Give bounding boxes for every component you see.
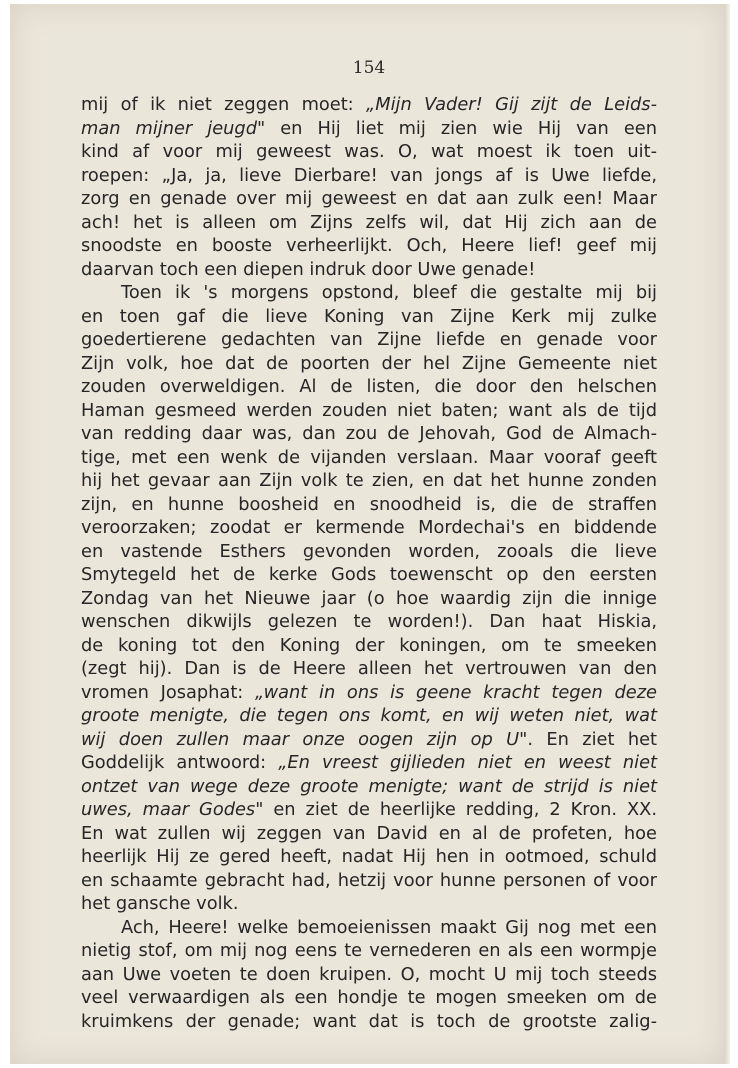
text-segment: van redding daar was, dan zou de Jehovah, God de Almach-	[81, 423, 657, 444]
italic-text: man mijner jeugd	[81, 117, 258, 139]
text-segment: En wat zullen wij zeggen van David en al de profeten, hoe	[81, 822, 657, 844]
text-segment: roepen: „Ja, ja, lieve Dierbare! van jongs af is Uwe liefde,	[81, 164, 657, 186]
text-segment: nietig stof, om mij nog eens te vernederen en als een wormpje	[81, 940, 657, 961]
text-line	[81, 822, 657, 846]
text-line	[81, 916, 657, 940]
italic-text: „Mijn Vader! Gij zijt de Leids-	[366, 94, 657, 115]
text-line	[81, 493, 657, 517]
text-line	[81, 845, 657, 869]
text-segment: heerlijk Hij ze gered heeft, nadat Hij hen in ootmoed, schuld	[81, 846, 657, 867]
text-segment: Smytegeld het de kerke Gods toewenscht op den eersten	[81, 564, 657, 585]
text-line	[81, 587, 657, 611]
text-segment: snoodste en booste verheerlijkt. Och, Heere lief! geef mij	[81, 235, 657, 256]
text-line	[81, 281, 657, 305]
italic-text: uwes, maar Godes"	[81, 799, 264, 820]
italic-text: wij doen zullen maar onze oogen zijn op U"	[81, 728, 528, 750]
text-segment: aan Uwe voeten te doen kruipen. O, mocht U mij toch steeds	[81, 963, 657, 985]
text-line	[81, 258, 657, 282]
text-line	[81, 610, 657, 634]
text-segment: Goddelijk antwoord:	[81, 752, 279, 773]
text-line	[81, 657, 657, 681]
text-segment: en ziet de heerlijke redding, 2 Kron. XX.	[263, 799, 657, 820]
body-text	[81, 93, 657, 1033]
text-line	[81, 422, 657, 446]
text-segment: veel verwaardigen als een hondje te mogen smeeken om de	[81, 987, 657, 1008]
text-line	[81, 634, 657, 658]
text-line	[81, 469, 657, 493]
page-number: 154	[352, 58, 386, 78]
text-segment: en vastende Esthers gevonden worden, zooals die lieve	[81, 540, 657, 562]
text-line	[81, 305, 657, 329]
text-line	[81, 328, 657, 352]
text-line	[81, 892, 657, 916]
text-line	[81, 516, 657, 540]
text-segment: " en Hij liet mij zien wie Hij van een	[257, 117, 657, 139]
text-segment: Zondag van het Nieuwe jaar (o hoe waardig zijn die innige	[81, 587, 657, 609]
text-segment: tige, met een wenk de vijanden verslaan. Maar vooraf geeft	[81, 446, 657, 468]
text-segment: Toen ik 's morgens opstond, bleef die gestalte mij bij	[121, 282, 657, 303]
text-segment: . En ziet het	[527, 728, 657, 750]
text-line	[81, 681, 657, 705]
text-line	[81, 1010, 657, 1034]
text-segment: het gansche volk.	[81, 893, 239, 914]
text-segment: daarvan toch een diepen indruk door Uwe genade!	[81, 258, 536, 280]
text-line	[81, 963, 657, 987]
text-segment: en schaamte gebracht had, hetzij voor hunne personen of voor	[81, 869, 657, 891]
text-segment: de koning tot den Koning der koningen, om te smeeken	[81, 634, 657, 656]
text-line	[81, 352, 657, 376]
italic-text: groote menigte, die tegen ons komt, en wij weten niet, wat	[81, 705, 657, 726]
text-segment: kind af voor mij geweest was. O, wat moest ik toen uit-	[81, 141, 657, 162]
text-line	[81, 234, 657, 258]
italic-text: ontzet van wege deze groote menigte; want de strijd is niet	[81, 775, 657, 797]
text-line	[81, 211, 657, 235]
text-segment: goedertierene gedachten van Zijne liefde en genade voor	[81, 329, 657, 350]
text-segment: zorg en genade over mij geweest en dat aan zulk een! Maar	[81, 188, 657, 209]
text-line	[81, 187, 657, 211]
text-line	[81, 540, 657, 564]
italic-text: „En vreest gijlieden niet en weest niet	[278, 752, 657, 773]
text-segment: vromen Josaphat:	[81, 681, 256, 703]
text-segment: en toen gaf die lieve Koning van Zijne Kerk mij zulke	[81, 305, 657, 327]
text-segment: veroorzaken; zoodat er kermende Mordechai's en biddende	[81, 517, 657, 538]
text-segment: (zegt hij). Dan is de Heere alleen het vertrouwen van den	[81, 658, 657, 679]
text-line	[81, 775, 657, 799]
text-line	[81, 704, 657, 728]
text-line	[81, 939, 657, 963]
text-line	[81, 375, 657, 399]
text-segment: Ach, Heere! welke bemoeienissen maakt Gij nog met een	[121, 916, 657, 938]
text-line	[81, 798, 657, 822]
text-segment: mij of ik niet zeggen moet:	[81, 94, 367, 115]
text-line	[81, 563, 657, 587]
text-line	[81, 93, 657, 117]
text-segment: zijn, en hunne boosheid en snoodheid is, die de straffen	[81, 493, 657, 515]
text-line	[81, 117, 657, 141]
text-segment: Haman gesmeed werden zouden niet baten; want als de tijd	[81, 399, 657, 421]
page-edge	[724, 4, 730, 1064]
text-line	[81, 728, 657, 752]
text-line	[81, 446, 657, 470]
text-segment: ach! het is alleen om Zijns zelfs wil, dat Hij zich aan de	[81, 211, 657, 233]
text-line	[81, 751, 657, 775]
text-segment: zouden overweldigen. Al de listen, die door den helschen	[81, 376, 657, 397]
text-segment: hij het gevaar aan Zijn volk te zien, en dat het hunne zonden	[81, 470, 657, 491]
text-line	[81, 986, 657, 1010]
text-line	[81, 399, 657, 423]
text-line	[81, 164, 657, 188]
text-segment: kruimkens der genade; want dat is toch de grootste zalig-	[81, 1010, 657, 1032]
text-segment: wenschen dikwijls gelezen te worden!). Dan haat Hiskia,	[81, 611, 657, 632]
italic-text: „want in ons is geene kracht tegen deze	[255, 681, 657, 703]
text-line	[81, 140, 657, 164]
text-segment: Zijn volk, hoe dat de poorten der hel Zijne Gemeente niet	[81, 352, 657, 374]
text-line	[81, 869, 657, 893]
